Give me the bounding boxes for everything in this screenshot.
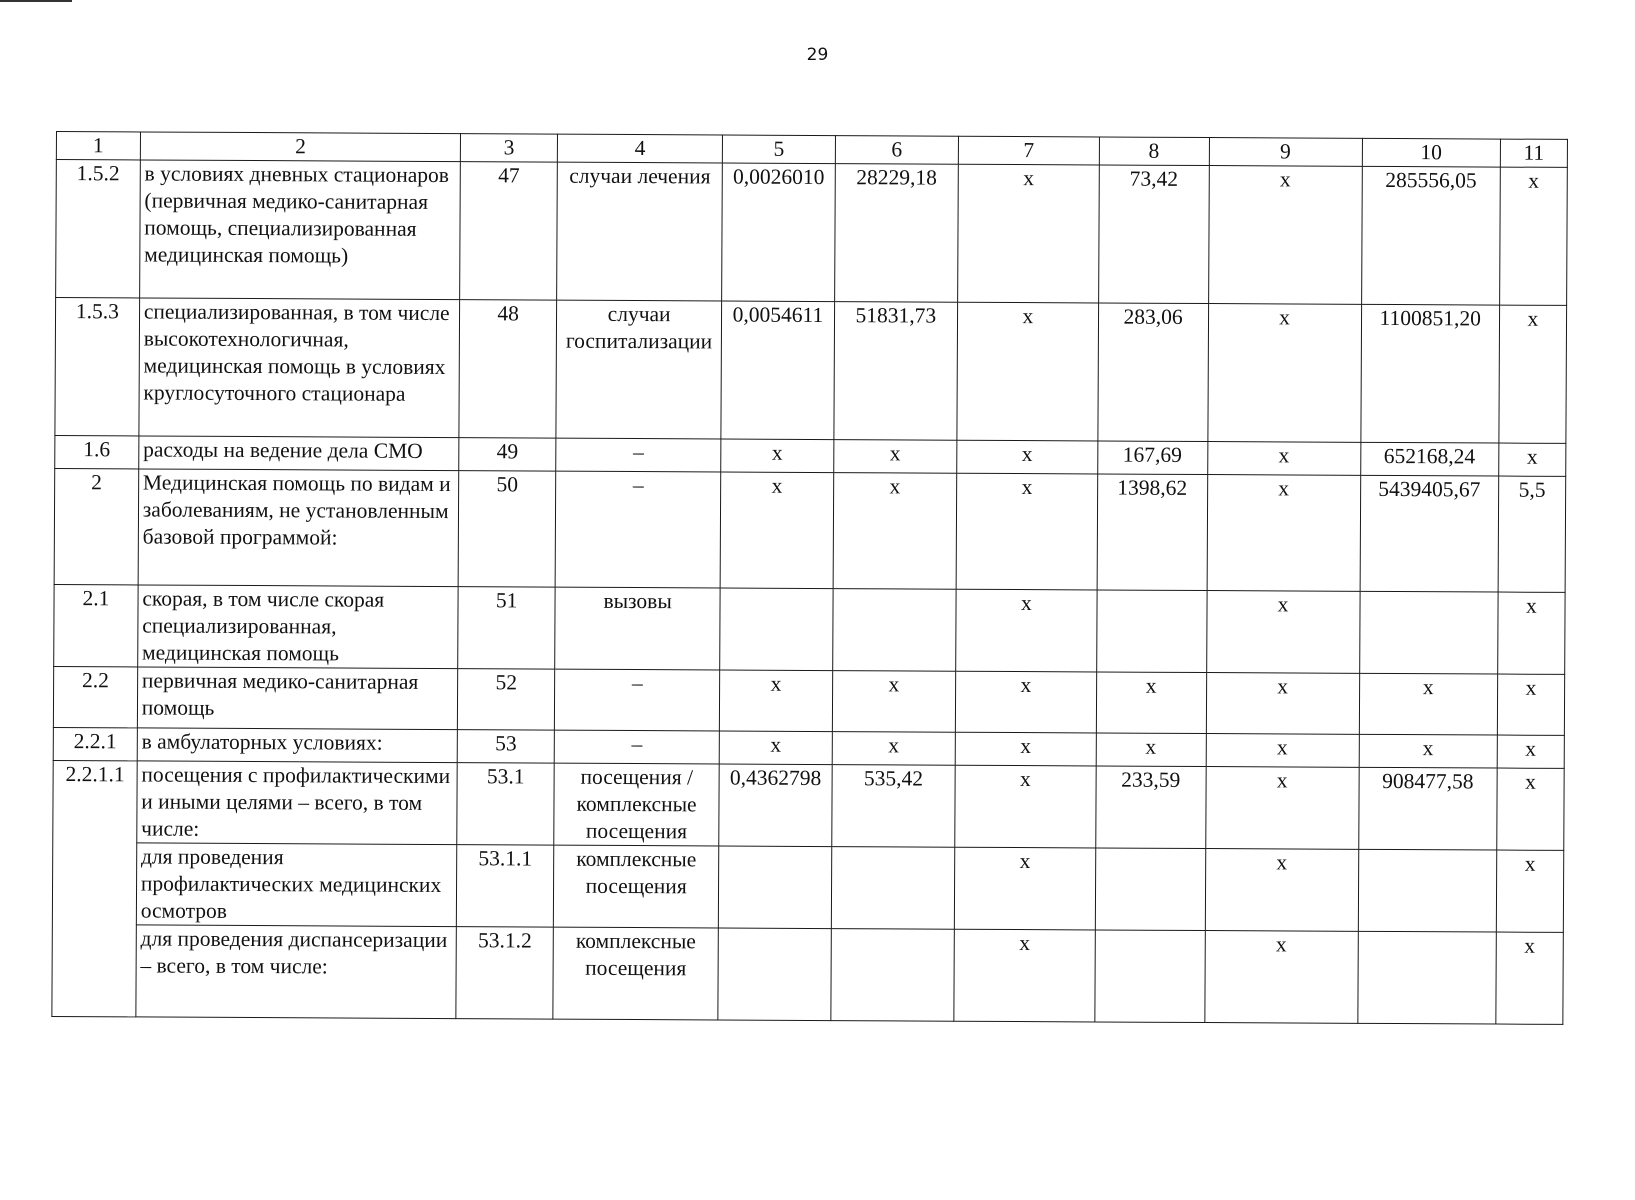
row-description: для проведения диспансеризации – всего, в том числе:	[136, 925, 457, 1019]
cell-col7: х	[956, 671, 1097, 733]
cell-col10: 5439405,67	[1360, 475, 1499, 592]
table-row	[53, 760, 1564, 850]
cell-col8: 1398,62	[1097, 474, 1208, 591]
table-row	[53, 666, 1564, 735]
cell-col6: 535,42	[831, 765, 955, 848]
cell-col5	[718, 928, 831, 1021]
cell-col10	[1359, 591, 1498, 674]
cell-col11: х	[1499, 167, 1567, 305]
row-number: 2.2.1	[53, 727, 137, 760]
unit: –	[556, 438, 722, 472]
cell-col11: х	[1497, 674, 1564, 735]
unit: случаи лечения	[556, 162, 722, 301]
cell-col5: х	[721, 439, 833, 473]
cell-col10: 285556,05	[1361, 166, 1500, 305]
cell-col7: х	[957, 302, 1098, 441]
cell-col11: х	[1496, 932, 1564, 1024]
table-row	[52, 924, 1563, 1024]
cell-col10: х	[1359, 734, 1497, 768]
cell-col6: х	[832, 671, 956, 733]
cell-col6: х	[833, 440, 957, 474]
row-description: расходы на ведение дела СМО	[139, 436, 460, 471]
row-description: первичная медико-санитарная помощь	[137, 667, 458, 730]
cell-col8: 73,42	[1098, 165, 1209, 304]
cell-col7: х	[957, 440, 1098, 474]
column-header: 11	[1500, 139, 1567, 167]
cell-col11: х	[1497, 768, 1565, 850]
line-code: 48	[459, 300, 556, 439]
cell-col7: х	[955, 765, 1096, 848]
line-code: 53	[458, 730, 555, 764]
cell-col6	[830, 929, 954, 1022]
cell-col5: 0,4362798	[719, 764, 832, 847]
cell-col8: 283,06	[1097, 303, 1208, 442]
row-number: 2.1	[54, 584, 138, 666]
table-row	[56, 160, 1568, 306]
row-number: 1.5.3	[55, 298, 140, 436]
cell-col5: 0,0026010	[722, 163, 835, 302]
cell-col8: х	[1096, 733, 1206, 767]
line-code: 53.1	[457, 763, 554, 846]
cell-col8	[1095, 848, 1205, 931]
row-number: 1.5.2	[56, 160, 141, 298]
column-header: 8	[1099, 137, 1209, 166]
cell-col10	[1358, 849, 1497, 932]
cell-col7: х	[956, 473, 1097, 590]
cell-col11: х	[1496, 850, 1564, 932]
cell-col8: 167,69	[1097, 441, 1207, 475]
cell-col11: х	[1499, 443, 1566, 476]
column-header: 6	[835, 136, 959, 165]
page-number: 29	[806, 45, 829, 65]
column-header: 1	[56, 132, 140, 160]
line-code: 49	[459, 438, 556, 472]
column-header: 3	[461, 134, 558, 163]
cell-col9: х	[1206, 591, 1359, 674]
cell-col11: х	[1497, 735, 1564, 768]
data-table	[51, 131, 1568, 1025]
table-row	[52, 842, 1563, 932]
cell-col9: х	[1207, 475, 1361, 592]
row-number: 2.2.1.1	[52, 760, 137, 1016]
cell-col5: 0,0054611	[721, 301, 834, 440]
unit: –	[554, 730, 720, 764]
column-header: 9	[1209, 138, 1362, 167]
cell-col9: х	[1206, 734, 1359, 768]
cell-col6: х	[833, 473, 957, 590]
row-number: 2	[54, 468, 138, 584]
row-description: посещения с профилактическими и иными целями – всего, в том числе:	[137, 761, 458, 845]
row-description: специализированная, в том числе высокотехнологичная, медицинская помощь в условиях круглосуточного стационара	[139, 298, 460, 438]
table-row	[54, 584, 1565, 674]
cell-col11: х	[1499, 305, 1567, 443]
column-header: 4	[557, 134, 723, 163]
cell-col10: х	[1359, 673, 1498, 735]
row-description: для проведения профилактических медицинских осмотров	[136, 843, 457, 927]
cell-col8	[1094, 930, 1204, 1023]
cell-col11: 5,5	[1498, 476, 1566, 592]
row-description: Медицинская помощь по видам и заболеваниям, не установленным базовой программой:	[138, 469, 459, 587]
data-table-container	[51, 131, 1568, 1025]
column-header: 5	[723, 135, 835, 164]
cell-col11: х	[1498, 592, 1566, 674]
cell-col10: 908477,58	[1358, 767, 1497, 850]
cell-col9: х	[1206, 673, 1359, 735]
cell-col9: х	[1207, 442, 1360, 476]
cell-col10	[1357, 931, 1496, 1024]
cell-col6: х	[832, 732, 956, 766]
scan-edge-mark	[0, 0, 72, 2]
unit: посещения / комплексные посещения	[554, 763, 720, 846]
line-code: 47	[460, 162, 557, 301]
column-header: 2	[140, 132, 461, 162]
table-row	[54, 468, 1566, 592]
row-description: в амбулаторных условиях:	[137, 728, 458, 763]
unit: вызовы	[555, 587, 721, 670]
cell-col8: х	[1096, 672, 1206, 734]
row-description: в условиях дневных стационаров (первичная медико-санитарная помощь, специализированная медицинская помощь)	[139, 160, 460, 300]
row-number: 2.2	[53, 666, 137, 727]
cell-col8: 233,59	[1095, 766, 1205, 849]
cell-col7: х	[956, 589, 1097, 672]
row-description: скорая, в том числе скорая специализированная, медицинская помощь	[138, 585, 459, 669]
cell-col5	[719, 846, 832, 929]
unit: комплексные посещения	[553, 927, 719, 1020]
cell-col10: 1100851,20	[1360, 304, 1499, 443]
unit: комплексные посещения	[553, 845, 719, 928]
column-header: 10	[1362, 138, 1500, 167]
cell-col7: х	[954, 847, 1095, 930]
cell-col7: х	[955, 732, 1096, 766]
cell-col9: х	[1204, 931, 1357, 1024]
cell-col5: х	[720, 670, 832, 732]
table-row	[55, 298, 1567, 444]
cell-col6	[831, 847, 955, 930]
cell-col8	[1096, 590, 1206, 673]
line-code: 53.1.2	[456, 927, 553, 1020]
line-code: 52	[458, 669, 555, 731]
line-code: 50	[459, 471, 556, 588]
cell-col7: х	[958, 164, 1099, 303]
unit: –	[555, 471, 721, 588]
cell-col5: х	[720, 731, 832, 765]
cell-col7: х	[954, 929, 1095, 1022]
cell-col5	[720, 588, 833, 671]
cell-col6: 28229,18	[834, 164, 958, 303]
cell-col9: х	[1208, 166, 1362, 305]
cell-col6	[832, 589, 956, 672]
cell-col9: х	[1207, 304, 1361, 443]
cell-col6: 51831,73	[833, 302, 957, 441]
column-header: 7	[958, 136, 1099, 165]
unit: случаи госпитализации	[556, 300, 722, 439]
cell-col9: х	[1205, 767, 1358, 850]
cell-col5: х	[721, 472, 834, 589]
cell-col9: х	[1205, 849, 1358, 932]
line-code: 51	[458, 587, 555, 670]
row-number: 1.6	[55, 435, 139, 468]
line-code: 53.1.1	[457, 845, 554, 928]
cell-col10: 652168,24	[1360, 442, 1498, 476]
unit: –	[554, 669, 720, 731]
